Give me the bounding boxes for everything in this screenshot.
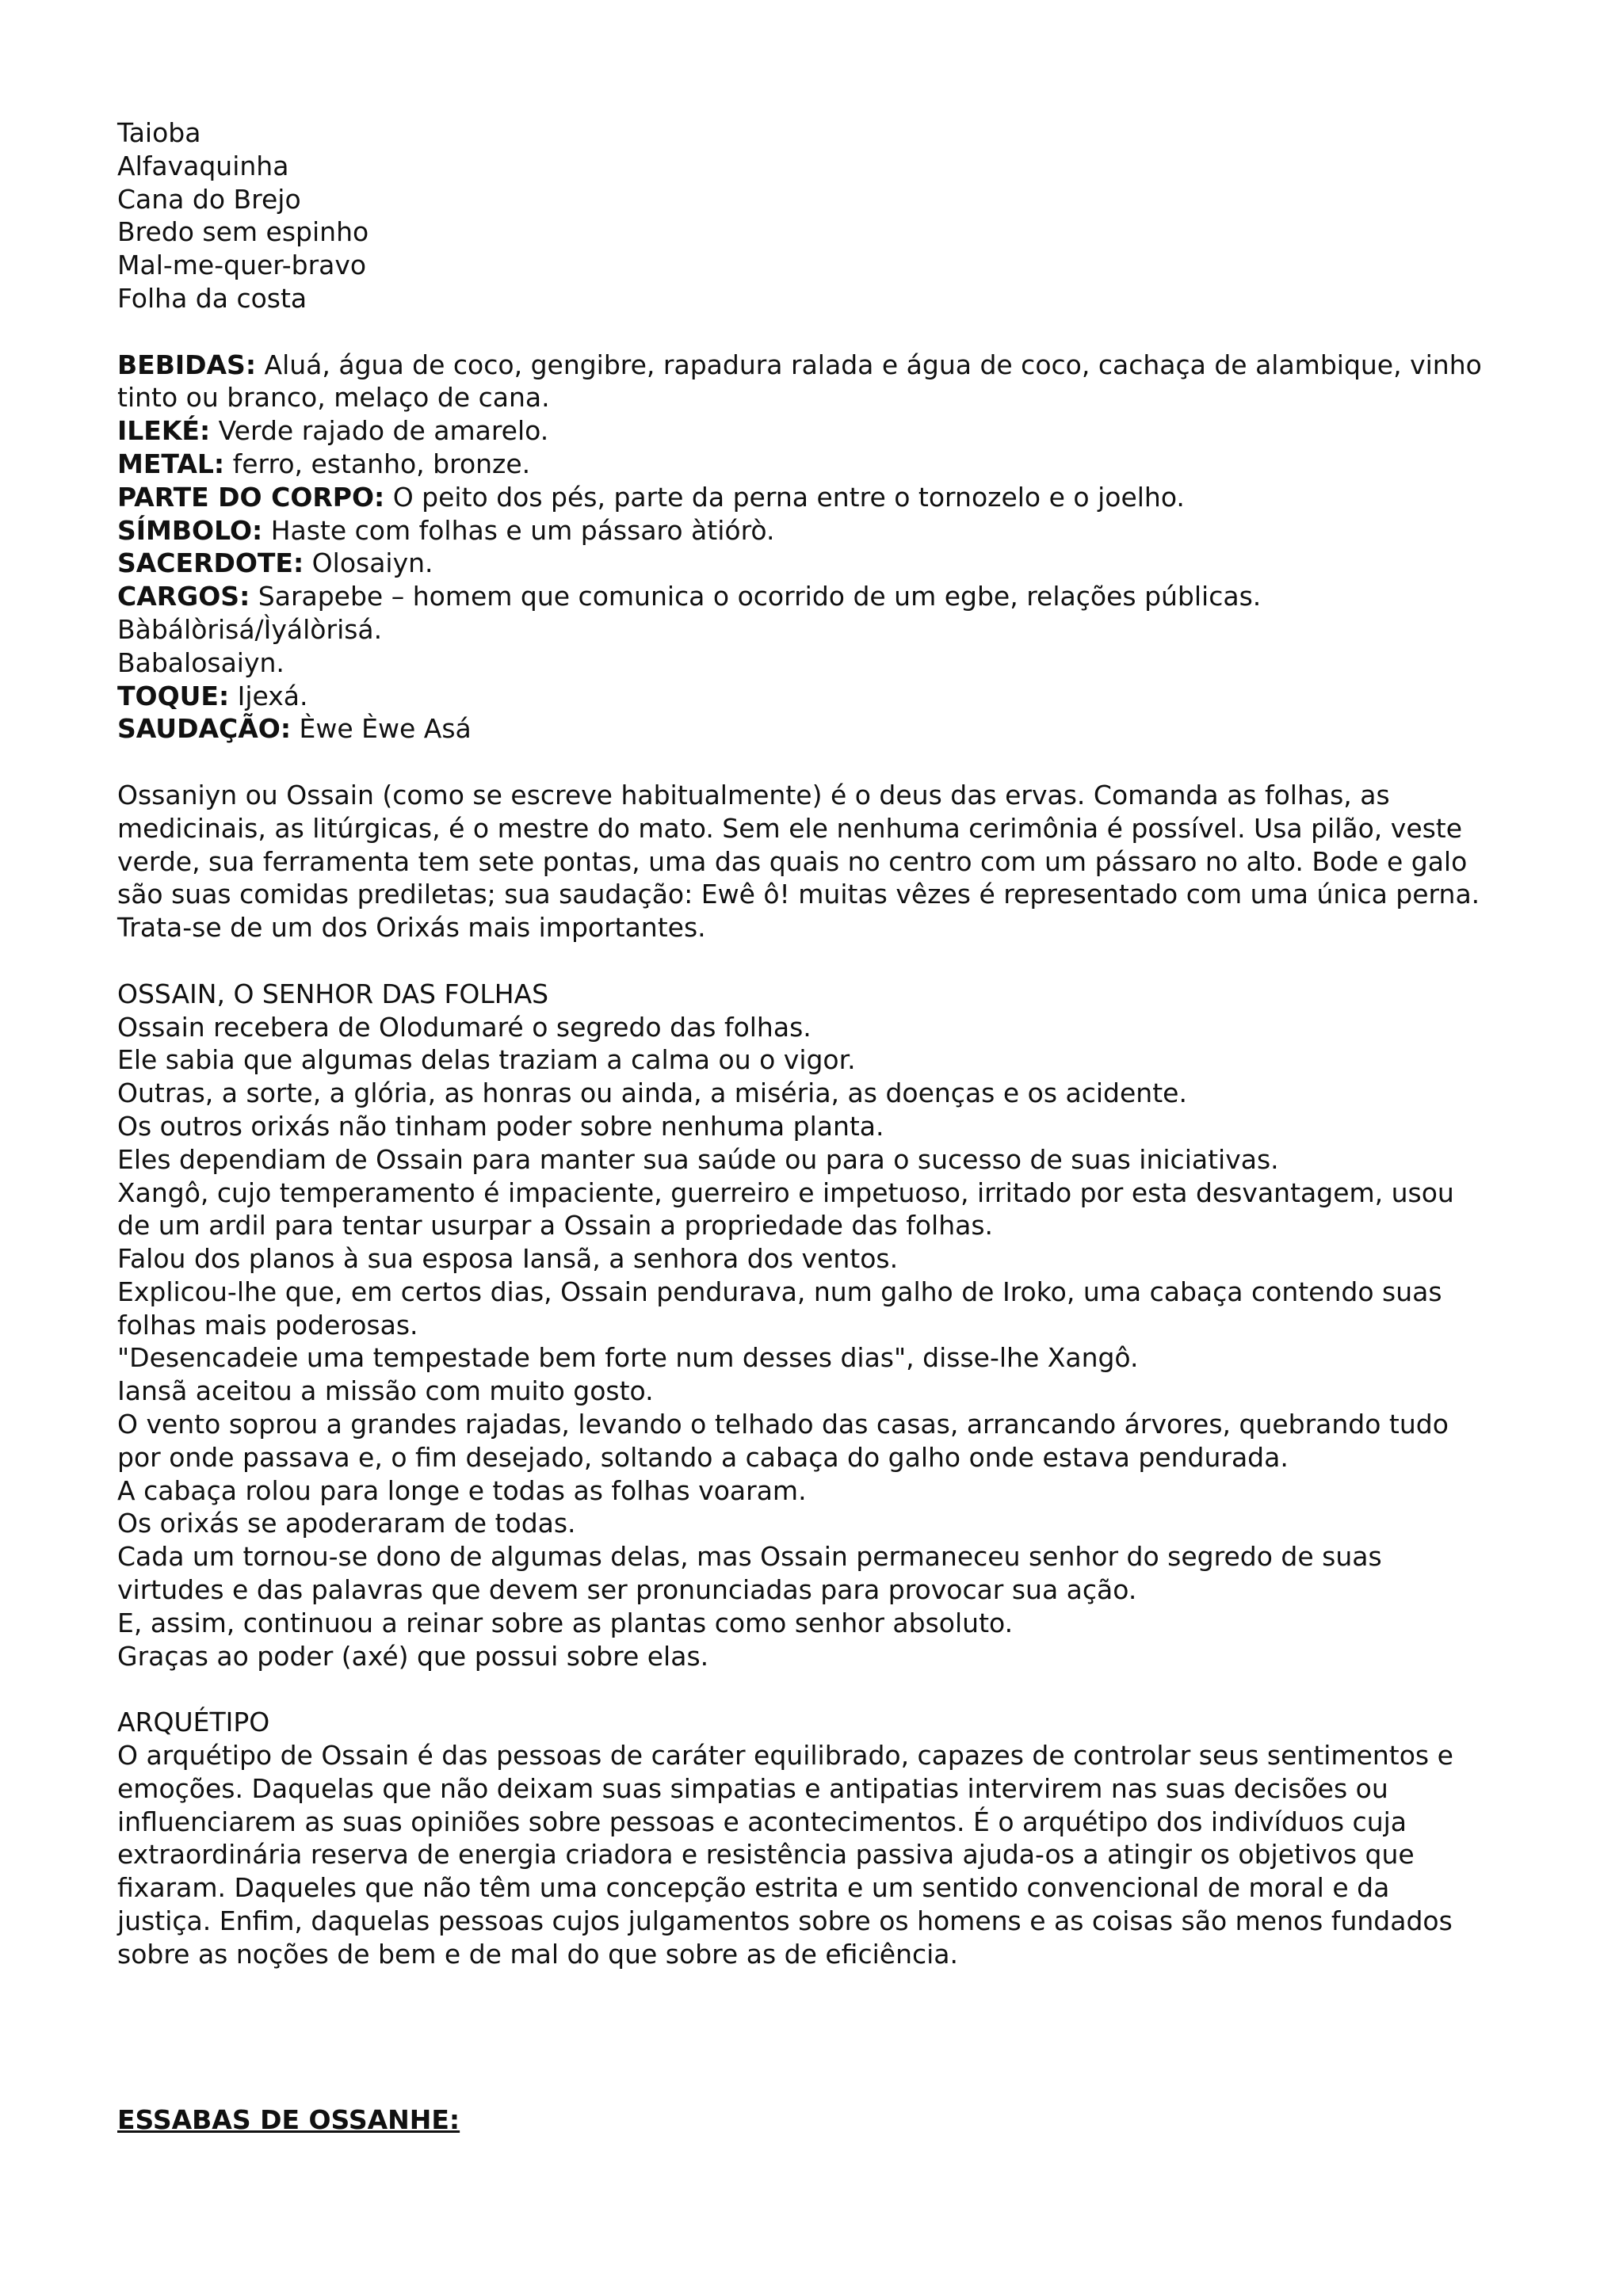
story-line: Os orixás se apoderaram de todas. xyxy=(117,1508,576,1539)
spacer xyxy=(117,315,1568,349)
symbol-value: Haste com folhas e um pássaro àtiórò. xyxy=(262,514,775,546)
metal-label: METAL: xyxy=(117,448,225,479)
story-line: por onde passava e, o fim desejado, soltando a cabaça do galho onde estava pendurada. xyxy=(117,1441,1289,1473)
paragraph-line: medicinais, as litúrgicas, é o mestre do mato. Sem ele nenhuma cerimônia é possível. Usa pilão, veste xyxy=(117,812,1463,844)
attributes-block xyxy=(117,349,1568,746)
bebidas-value: Aluá, água de coco, gengibre, rapadura ralada e água de coco, cachaça de alambique, vinho xyxy=(256,349,1482,380)
toque-value: Ijexá. xyxy=(229,680,308,711)
bebidas-value-continued: tinto ou branco, melaço de cana. xyxy=(117,382,550,414)
paragraph-line: Trata-se de um dos Orixás mais importantes. xyxy=(117,912,706,944)
paragraph-line: Ossaniyn ou Ossain (como se escreve habitualmente) é o deus das ervas. Comanda as folhas, as xyxy=(117,779,1390,810)
body-part-label: PARTE DO CORPO: xyxy=(117,481,385,513)
story-line: Os outros orixás não tinham poder sobre nenhuma planta. xyxy=(117,1110,884,1142)
herb-item: Alfavaquinha xyxy=(117,150,289,181)
herb-item: Bredo sem espinho xyxy=(117,216,369,248)
story-line: Iansã aceitou a missão com muito gosto. xyxy=(117,1375,654,1407)
priest-label: SACERDOTE: xyxy=(117,547,304,579)
essabas-heading: ESSABAS DE OSSANHE: xyxy=(117,2103,460,2135)
cargos-extra: Bàbálòrisá/Ìyálòrisá. xyxy=(117,613,383,645)
story-line: Outras, a sorte, a glória, as honras ou ainda, a miséria, as doenças e os acidente. xyxy=(117,1077,1187,1109)
archetype-line: emoções. Daquelas que não deixam suas simpatias e antipatias intervirem nas suas decisões ou xyxy=(117,1772,1388,1804)
paragraph-line: são suas comidas prediletas; sua saudação: Ewê ô! muitas vêzes é representado com uma única perna. xyxy=(117,879,1480,910)
metal-value: ferro, estanho, bronze. xyxy=(224,448,531,479)
story-line: Falou dos planos à sua esposa Iansã, a senhora dos ventos. xyxy=(117,1243,899,1275)
greeting-label: SAUDAÇÃO: xyxy=(117,713,292,745)
story-line: virtudes e das palavras que devem ser pronunciadas para provocar sua ação. xyxy=(117,1574,1137,1606)
paragraph-line: verde, sua ferramenta tem sete pontas, uma das quais no centro com um pássaro no alto. Bode e galo xyxy=(117,845,1468,877)
archetype-line: sobre as noções de bem e de mal do que sobre as de eficiência. xyxy=(117,1938,959,1970)
toque-label: TOQUE: xyxy=(117,680,230,711)
story-line: "Desencadeie uma tempestade bem forte num desses dias", disse-lhe Xangô. xyxy=(117,1342,1139,1374)
story-line: A cabaça rolou para longe e todas as folhas voaram. xyxy=(117,1474,807,1506)
story-line: Graças ao poder (axé) que possui sobre elas. xyxy=(117,1640,709,1672)
story-line: Xangô, cujo temperamento é impaciente, guerreiro e impetuoso, irritado por esta desvantagem, usou xyxy=(117,1177,1454,1208)
archetype-title: ARQUÉTIPO xyxy=(117,1707,270,1738)
herb-item: Taioba xyxy=(117,117,201,148)
priest-value: Olosaiyn. xyxy=(304,547,433,579)
cargos-label: CARGOS: xyxy=(117,581,250,612)
greeting-line xyxy=(117,712,1568,746)
story-line: O vento soprou a grandes rajadas, levando o telhado das casas, arrancando árvores, quebrando tudo xyxy=(117,1409,1449,1440)
archetype-line: extraordinária reserva de energia criadora e resistência passiva ajuda-os a atingir os objetivos que xyxy=(117,1839,1415,1871)
ileke-line xyxy=(117,414,1568,448)
spacer xyxy=(117,746,1568,779)
body-part-value: O peito dos pés, parte da perna entre o tornozelo e o joelho. xyxy=(384,481,1185,513)
toque-line xyxy=(117,680,1568,713)
body-part-line xyxy=(117,481,1568,514)
bebidas-line xyxy=(117,349,1568,382)
story-line: Eles dependiam de Ossain para manter sua saúde ou para o sucesso de suas iniciativas. xyxy=(117,1143,1279,1175)
story-line: Cada um tornou-se dono de algumas delas, mas Ossain permaneceu senhor do segredo de suas xyxy=(117,1541,1382,1573)
story-line: folhas mais poderosas. xyxy=(117,1309,418,1341)
symbol-label: SÍMBOLO: xyxy=(117,514,263,546)
archetype-line: O arquétipo de Ossain é das pessoas de caráter equilibrado, capazes de controlar seus sentimentos e xyxy=(117,1740,1453,1772)
bebidas-label: BEBIDAS: xyxy=(117,349,257,380)
spacer xyxy=(117,1672,1568,1706)
story-title: OSSAIN, O SENHOR DAS FOLHAS xyxy=(117,978,549,1009)
greeting-value: Ѐwe Ѐwe Asá xyxy=(291,713,472,745)
archetype-line: fixaram. Daqueles que não têm uma concepção estrita e um sentido convencional de moral e da xyxy=(117,1872,1390,1904)
ileke-value: Verde rajado de amarelo. xyxy=(210,415,549,447)
cargos-extra: Babalosaiyn. xyxy=(117,646,285,678)
archetype-line: justiça. Enfim, daquelas pessoas cujos julgamentos sobre os homens e as coisas são menos fundados xyxy=(117,1905,1453,1937)
ileke-label: ILEKÉ: xyxy=(117,415,211,447)
archetype-line: influenciarem as suas opiniões sobre pessoas e acontecimentos. É o arquétipo dos indivíduos cuja xyxy=(117,1806,1407,1837)
cargos-line xyxy=(117,580,1568,613)
story-line: E, assim, continuou a reinar sobre as plantas como senhor absoluto. xyxy=(117,1607,1014,1638)
story-section xyxy=(117,978,1568,1673)
herb-item: Folha da costa xyxy=(117,282,307,314)
metal-line xyxy=(117,448,1568,481)
spacer xyxy=(117,944,1568,978)
archetype-section xyxy=(117,1706,1568,1970)
cargos-value: Sarapebe – homem que comunica o ocorrido de um egbe, relações públicas. xyxy=(250,581,1262,612)
story-line: Ossain recebera de Olodumaré o segredo das folhas. xyxy=(117,1011,812,1043)
story-line: Ele sabia que algumas delas traziam a calma ou o vigor. xyxy=(117,1044,856,1076)
herb-item: Mal-me-quer-bravo xyxy=(117,250,367,281)
herb-list xyxy=(117,116,1568,315)
document-page xyxy=(117,116,1568,2136)
priest-line xyxy=(117,547,1568,580)
story-line: de um ardil para tentar usurpar a Ossain a propriedade das folhas. xyxy=(117,1210,994,1241)
story-line: Explicou-lhe que, em certos dias, Ossain pendurava, num galho de Iroko, uma cabaça contendo suas xyxy=(117,1276,1442,1307)
herb-item: Cana do Brejo xyxy=(117,183,301,215)
intro-paragraph xyxy=(117,779,1568,944)
symbol-line xyxy=(117,514,1568,547)
